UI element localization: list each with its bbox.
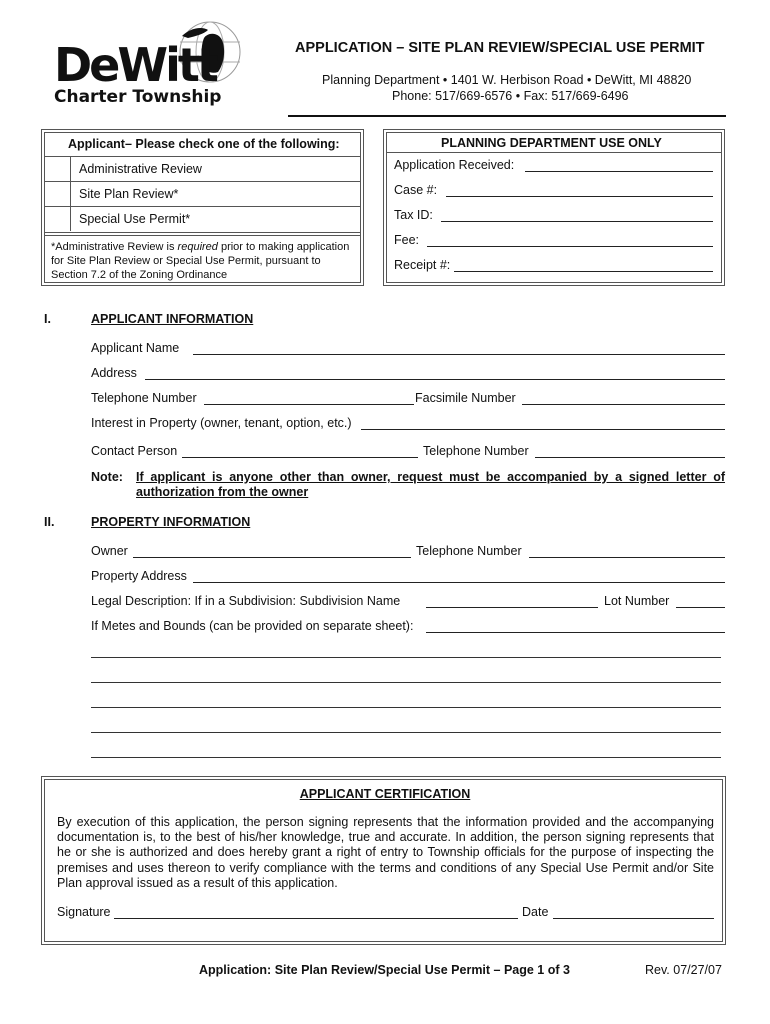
date-label: Date [522,905,549,919]
note-prefix: *Administrative Review is [51,241,178,253]
lot-number-label: Lot Number [604,594,670,608]
option-divider [44,235,361,236]
logo-subtitle: Charter Township [54,87,222,107]
checkbox-special-use-permit[interactable] [44,207,71,231]
section-one-title: APPLICANT INFORMATION [91,312,254,326]
department-address: Planning Department • 1401 W. Herbison Road • DeWitt, MI 48820 [322,73,692,87]
page-title: APPLICATION – SITE PLAN REVIEW/SPECIAL USE PERMIT [295,40,705,56]
interest-label: Interest in Property (owner, tenant, option, etc.) [91,416,352,430]
contact-person-label: Contact Person [91,444,178,458]
fee-label: Fee: [394,233,420,247]
applicant-name-field[interactable] [193,354,725,355]
fee-field[interactable] [427,246,713,247]
metes-bounds-label: If Metes and Bounds (can be provided on separate sheet): [91,619,414,633]
applicant-type-heading: Applicant– Please check one of the following: [68,137,340,151]
receipt-label: Receipt #: [394,258,451,272]
township-logo [54,20,250,110]
case-number-field[interactable] [446,196,713,197]
checkbox-administrative-review[interactable] [44,157,71,181]
fax-field[interactable] [522,404,725,405]
lot-number-field[interactable] [676,607,725,608]
date-field[interactable] [553,918,714,919]
contact-phone-field[interactable] [535,457,725,458]
owner-label: Owner [91,544,128,558]
option-row-special-use[interactable] [44,206,361,233]
footer-revision: Rev. 07/27/07 [645,963,722,977]
address-label: Address [91,366,137,380]
option-label: Site Plan Review* [79,187,179,201]
owner-phone-label: Telephone Number [416,544,522,558]
option-row-administrative[interactable] [44,156,361,181]
header-rule [288,115,726,117]
note-label: Note: [91,470,123,484]
option-row-site-plan[interactable] [44,181,361,206]
metes-bounds-line-4[interactable] [91,732,721,733]
signature-field[interactable] [114,918,518,919]
subdivision-name-field[interactable] [426,607,598,608]
contact-phone-label: Telephone Number [423,444,529,458]
office-use-heading: PLANNING DEPARTMENT USE ONLY [441,136,662,150]
footer-page-label: Application: Site Plan Review/Special Use Permit – Page 1 of 3 [199,963,570,977]
certification-text: By execution of this application, the person signing represents that the information provided and the accompanying documentation is, to the best of his/her knowledge, true and accurate. In addition, the person signing represents that he or she is authorized and does hereby grant a right of entry to Township officials for the purpose of inspecting the premises and uses thereon to verify compliance with the terms and conditions of any Special Use Permit and/or Site Plan approval issued as a result of this application. [57,815,714,890]
application-received-field[interactable] [525,171,713,172]
section-two-number: II. [44,515,55,529]
logo-name: DeWitt [54,38,216,92]
fax-label: Facsimile Number [415,391,516,405]
checkbox-site-plan-review[interactable] [44,182,71,206]
office-heading-rule [386,152,722,153]
application-received-label: Application Received: [394,158,515,172]
owner-phone-field[interactable] [529,557,725,558]
department-phone: Phone: 517/669-6576 • Fax: 517/669-6496 [392,89,629,103]
interest-field[interactable] [361,429,725,430]
metes-bounds-line-5[interactable] [91,757,721,758]
owner-field[interactable] [133,557,411,558]
applicant-name-label: Applicant Name [91,341,180,355]
note-suffix: prior to making application for Site Plan Review or Special Use Permit, pursuant to Section 7.2 of the Zoning Ordinance [51,241,350,281]
metes-bounds-line-3[interactable] [91,707,721,708]
section-one-number: I. [44,312,51,326]
tax-id-label: Tax ID: [394,208,433,222]
telephone-field[interactable] [204,404,414,405]
signature-label: Signature [57,905,111,919]
tax-id-field[interactable] [441,221,713,222]
contact-person-field[interactable] [182,457,418,458]
property-address-label: Property Address [91,569,187,583]
legal-description-label: Legal Description: If in a Subdivision: Subdivision Name [91,594,401,608]
metes-bounds-field[interactable] [426,632,725,633]
administrative-review-note [51,240,351,282]
metes-bounds-line-2[interactable] [91,682,721,683]
note-emphasis: required [177,241,218,253]
section-two-title: PROPERTY INFORMATION [91,515,251,529]
option-label: Administrative Review [79,162,202,176]
receipt-field[interactable] [454,271,713,272]
certification-title: APPLICANT CERTIFICATION [299,787,471,801]
owner-authorization-note: If applicant is anyone other than owner, request must be accompanied by a signed letter of authorization from the owner [136,470,725,499]
metes-bounds-line-1[interactable] [91,657,721,658]
telephone-label: Telephone Number [91,391,197,405]
option-label: Special Use Permit* [79,212,191,226]
case-number-label: Case #: [394,183,438,197]
address-field[interactable] [145,379,725,380]
property-address-field[interactable] [193,582,725,583]
